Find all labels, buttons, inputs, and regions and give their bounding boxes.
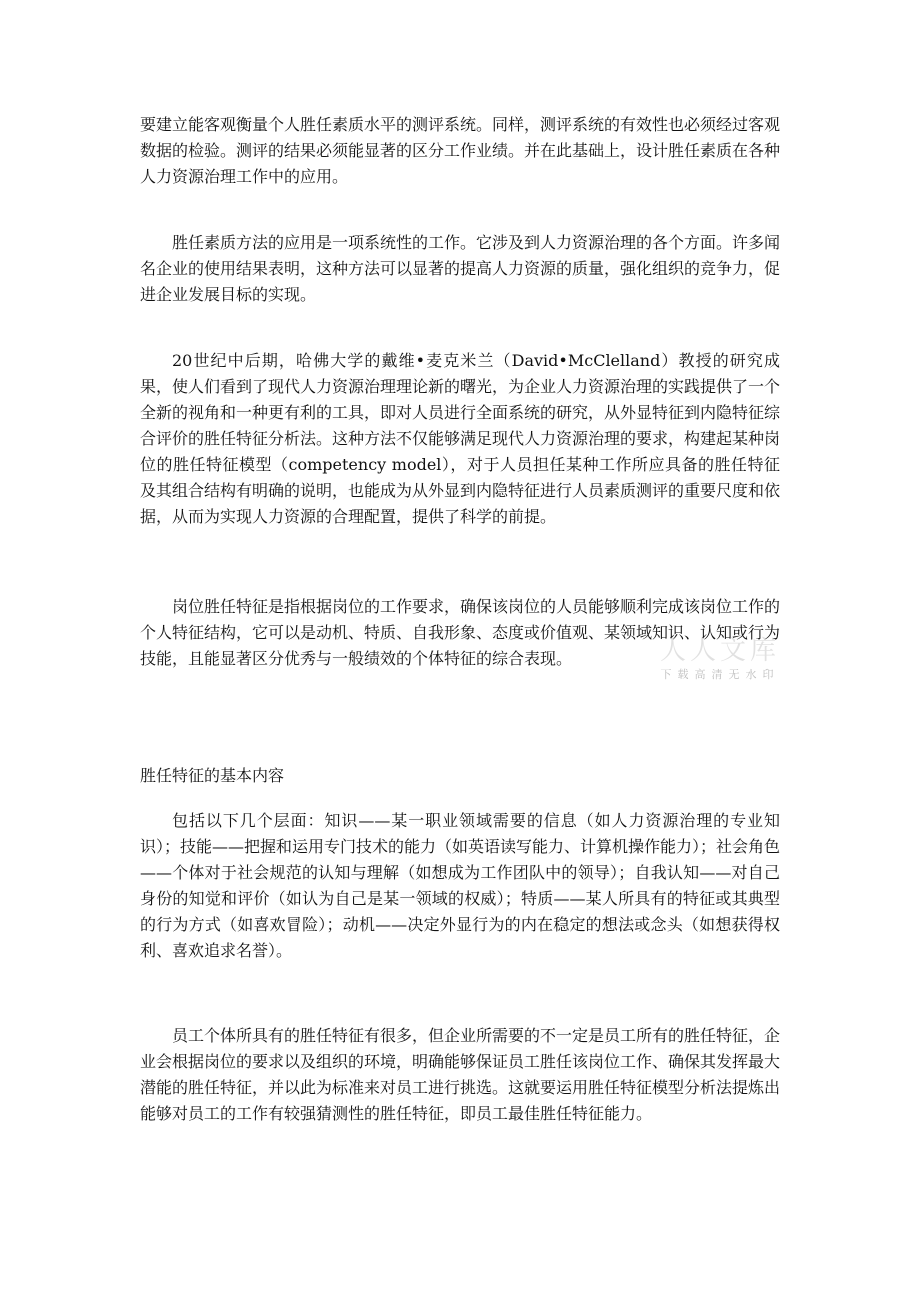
section-heading: 胜任特征的基本内容 [140,766,285,785]
paragraph-2: 胜任素质方法的应用是一项系统性的工作。它涉及到人力资源治理的各个方面。许多闻名企业的使用结果表明，这种方法可以显著的提高人力资源的质量，强化组织的竞争力，促进企业发展目标的实现。 [140,233,781,304]
watermark-caption: 下载高清无水印 [660,668,780,681]
paragraph-6: 员工个体所具有的胜任特征有很多，但企业所需要的不一定是员工所有的胜任特征，企业会根据岗位的要求以及组织的环境，明确能够保证员工胜任该岗位工作、确保其发挥最大潜能的胜任特征，并以此为标准来对员工进行挑选。这就要运用胜任特征模型分析法提炼出能够对员工的工作有较强猜测性的胜任特征，即员工最佳胜任特征能力。 [140,1026,781,1123]
watermark-logo-text: 人人文库 [659,636,780,666]
paragraph-3: 20世纪中后期，哈佛大学的戴维•麦克米兰（David•McClelland）教授的研究成果，使人们看到了现代人力资源治理理论新的曙光，为企业人力资源治理的实践提供了一个全新的视角和一种更有利的工具，即对人员进行全面系统的研究，从外显特征到内隐特征综合评价的胜任特征分析法。这种方法不仅能够满足现代人力资源治理的要求，构建起某种岗位的胜任特征模型（competency model），对于人员担任某种工作所应具备的胜任特征及其组合结构有明确的说明，也能成为从外显到内隐特征进行人员素质测评的重要尺度和依据，从而为实现人力资源的合理配置，提供了科学的前提。 [140,351,781,526]
paragraph-1: 要建立能客观衡量个人胜任素质水平的测评系统。同样，测评系统的有效性也必须经过客观数据的检验。测评的结果必须能显著的区分工作业绩。并在此基础上，设计胜任素质在各种人力资源治理工作中的应用。 [140,115,781,186]
paragraph-4: 岗位胜任特征是指根据岗位的工作要求，确保该岗位的人员能够顺利完成该岗位工作的个人特征结构，它可以是动机、特质、自我形象、态度或价值观、某领域知识、认知或行为技能，且能显著区分优秀与一般绩效的个体特征的综合表现。 [140,597,781,668]
paragraph-5: 包括以下几个层面：知识——某一职业领域需要的信息（如人力资源治理的专业知识）；技能——把握和运用专门技术的能力（如英语读写能力、计算机操作能力）；社会角色——个体对于社会规范的认知与理解（如想成为工作团队中的领导）；自我认知——对自己身份的知觉和评价（如认为自己是某一领域的权威）；特质——某人所具有的特征或其典型的行为方式（如喜欢冒险）；动机——决定外显行为的内在稳定的想法或念头（如想获得权利、喜欢追求名誉）。 [140,811,781,960]
